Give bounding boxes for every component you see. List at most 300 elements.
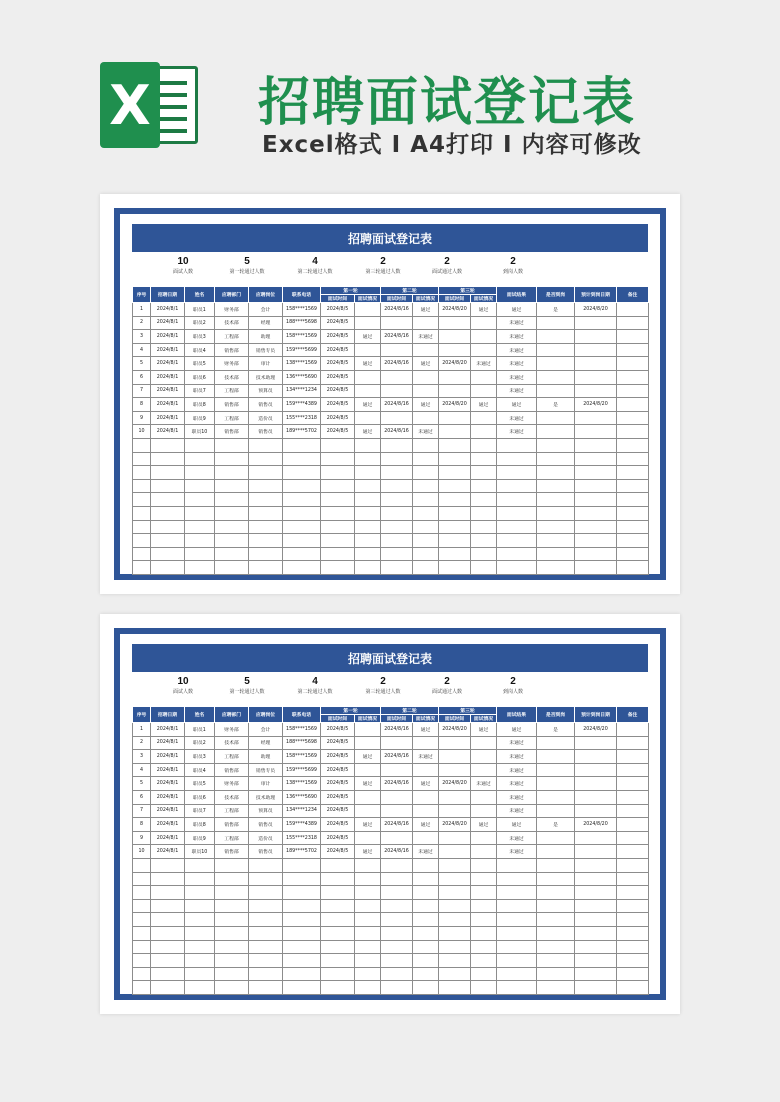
table-cell[interactable]: 销售员 — [249, 818, 283, 832]
table-cell[interactable] — [355, 316, 381, 330]
table-cell[interactable]: 2024/8/20 — [575, 723, 617, 737]
table-cell[interactable]: 未通过 — [497, 357, 537, 371]
table-cell[interactable] — [381, 858, 413, 872]
table-cell[interactable]: 138****1569 — [283, 777, 321, 791]
table-cell[interactable] — [215, 899, 249, 913]
table-cell[interactable] — [471, 804, 497, 818]
table-cell[interactable] — [537, 872, 575, 886]
table-cell[interactable]: 工程部 — [215, 750, 249, 764]
table-cell[interactable] — [575, 343, 617, 357]
table-cell[interactable]: 2024/8/5 — [321, 790, 355, 804]
table-cell[interactable]: 未通过 — [497, 316, 537, 330]
table-cell[interactable] — [151, 926, 185, 940]
table-cell[interactable] — [471, 370, 497, 384]
table-cell[interactable]: 2024/8/1 — [151, 316, 185, 330]
table-cell[interactable]: 2 — [133, 316, 151, 330]
table-cell[interactable]: 职员10 — [185, 845, 215, 859]
table-cell[interactable] — [355, 954, 381, 968]
table-cell[interactable] — [151, 452, 185, 466]
table-cell[interactable] — [617, 466, 649, 480]
table-cell[interactable] — [283, 981, 321, 995]
table-cell[interactable]: 会计 — [249, 723, 283, 737]
table-cell[interactable] — [413, 316, 439, 330]
table-cell[interactable] — [617, 520, 649, 534]
table-cell[interactable] — [413, 452, 439, 466]
table-cell[interactable]: 助理 — [249, 750, 283, 764]
table-cell[interactable]: 2024/8/1 — [151, 750, 185, 764]
table-cell[interactable] — [283, 872, 321, 886]
table-cell[interactable]: 通过 — [497, 398, 537, 412]
table-cell[interactable] — [321, 506, 355, 520]
table-cell[interactable] — [471, 763, 497, 777]
table-cell[interactable] — [617, 534, 649, 548]
table-cell[interactable]: 财务部 — [215, 303, 249, 317]
table-cell[interactable] — [249, 438, 283, 452]
table-cell[interactable] — [381, 534, 413, 548]
table-cell[interactable] — [215, 506, 249, 520]
table-cell[interactable] — [617, 370, 649, 384]
table-cell[interactable]: 技术部 — [215, 316, 249, 330]
table-cell[interactable] — [575, 370, 617, 384]
table-cell[interactable] — [575, 763, 617, 777]
table-cell[interactable] — [497, 913, 537, 927]
table-cell[interactable] — [413, 926, 439, 940]
table-cell[interactable] — [413, 370, 439, 384]
table-cell[interactable] — [497, 561, 537, 575]
table-cell[interactable]: 未通过 — [497, 790, 537, 804]
table-cell[interactable] — [497, 954, 537, 968]
table-cell[interactable]: 通过 — [413, 777, 439, 791]
table-cell[interactable] — [215, 534, 249, 548]
table-cell[interactable] — [185, 506, 215, 520]
table-cell[interactable] — [133, 872, 151, 886]
table-cell[interactable] — [215, 981, 249, 995]
table-cell[interactable] — [439, 438, 471, 452]
table-cell[interactable]: 未通过 — [497, 736, 537, 750]
table-cell[interactable] — [439, 411, 471, 425]
table-cell[interactable] — [321, 452, 355, 466]
table-cell[interactable] — [151, 899, 185, 913]
table-cell[interactable] — [133, 940, 151, 954]
table-cell[interactable] — [537, 343, 575, 357]
table-cell[interactable] — [185, 493, 215, 507]
table-cell[interactable] — [497, 899, 537, 913]
table-cell[interactable] — [617, 479, 649, 493]
table-cell[interactable] — [537, 438, 575, 452]
table-cell[interactable] — [497, 926, 537, 940]
table-cell[interactable]: 是 — [537, 723, 575, 737]
table-cell[interactable] — [381, 411, 413, 425]
table-cell[interactable]: 通过 — [355, 845, 381, 859]
table-cell[interactable] — [249, 452, 283, 466]
table-cell[interactable] — [283, 899, 321, 913]
table-cell[interactable] — [537, 926, 575, 940]
table-cell[interactable] — [249, 872, 283, 886]
table-cell[interactable] — [413, 913, 439, 927]
table-cell[interactable] — [133, 899, 151, 913]
table-cell[interactable] — [575, 330, 617, 344]
table-cell[interactable] — [575, 777, 617, 791]
table-cell[interactable] — [215, 967, 249, 981]
table-cell[interactable] — [355, 561, 381, 575]
table-cell[interactable]: 2024/8/16 — [381, 357, 413, 371]
table-cell[interactable] — [249, 858, 283, 872]
table-cell[interactable]: 销售专员 — [249, 763, 283, 777]
table-cell[interactable] — [575, 561, 617, 575]
table-cell[interactable] — [381, 520, 413, 534]
table-cell[interactable]: 2024/8/16 — [381, 398, 413, 412]
table-cell[interactable] — [413, 493, 439, 507]
table-cell[interactable] — [249, 913, 283, 927]
table-cell[interactable]: 销售部 — [215, 343, 249, 357]
table-cell[interactable] — [215, 438, 249, 452]
table-cell[interactable]: 职员8 — [185, 398, 215, 412]
table-cell[interactable] — [355, 343, 381, 357]
table-cell[interactable] — [413, 872, 439, 886]
table-cell[interactable] — [537, 466, 575, 480]
table-cell[interactable] — [439, 750, 471, 764]
table-cell[interactable] — [439, 954, 471, 968]
table-cell[interactable]: 未通过 — [413, 750, 439, 764]
table-cell[interactable] — [249, 493, 283, 507]
table-cell[interactable] — [537, 411, 575, 425]
table-cell[interactable] — [413, 736, 439, 750]
table-cell[interactable] — [471, 790, 497, 804]
table-cell[interactable]: 2024/8/5 — [321, 763, 355, 777]
table-cell[interactable] — [151, 438, 185, 452]
table-cell[interactable] — [471, 316, 497, 330]
table-cell[interactable]: 职员6 — [185, 790, 215, 804]
table-cell[interactable] — [439, 547, 471, 561]
table-cell[interactable]: 2024/8/5 — [321, 777, 355, 791]
table-cell[interactable] — [355, 981, 381, 995]
table-cell[interactable] — [185, 954, 215, 968]
table-cell[interactable] — [439, 316, 471, 330]
table-cell[interactable] — [381, 831, 413, 845]
table-cell[interactable]: 未通过 — [497, 411, 537, 425]
table-cell[interactable] — [381, 438, 413, 452]
table-cell[interactable]: 未通过 — [497, 343, 537, 357]
table-cell[interactable]: 2024/8/1 — [151, 370, 185, 384]
table-cell[interactable]: 审计 — [249, 357, 283, 371]
table-cell[interactable] — [185, 438, 215, 452]
table-cell[interactable] — [497, 493, 537, 507]
table-cell[interactable]: 通过 — [471, 303, 497, 317]
table-cell[interactable] — [617, 411, 649, 425]
table-cell[interactable] — [133, 858, 151, 872]
table-cell[interactable] — [321, 981, 355, 995]
table-cell[interactable] — [215, 520, 249, 534]
table-cell[interactable] — [133, 926, 151, 940]
table-cell[interactable]: 159****5699 — [283, 343, 321, 357]
table-cell[interactable] — [537, 954, 575, 968]
table-cell[interactable] — [321, 547, 355, 561]
table-cell[interactable] — [537, 357, 575, 371]
table-cell[interactable] — [617, 954, 649, 968]
table-cell[interactable]: 4 — [133, 763, 151, 777]
table-cell[interactable] — [151, 886, 185, 900]
table-cell[interactable]: 2024/8/20 — [439, 777, 471, 791]
table-cell[interactable] — [133, 886, 151, 900]
table-cell[interactable] — [381, 384, 413, 398]
table-cell[interactable]: 通过 — [497, 723, 537, 737]
table-cell[interactable]: 2024/8/5 — [321, 398, 355, 412]
table-cell[interactable]: 2024/8/1 — [151, 818, 185, 832]
table-cell[interactable] — [617, 763, 649, 777]
table-cell[interactable] — [537, 858, 575, 872]
table-cell[interactable]: 7 — [133, 804, 151, 818]
table-cell[interactable] — [439, 425, 471, 439]
table-cell[interactable] — [215, 493, 249, 507]
table-cell[interactable] — [575, 845, 617, 859]
table-cell[interactable] — [471, 479, 497, 493]
table-cell[interactable] — [215, 940, 249, 954]
table-cell[interactable] — [151, 520, 185, 534]
table-cell[interactable] — [617, 940, 649, 954]
table-cell[interactable]: 158****1569 — [283, 330, 321, 344]
table-cell[interactable] — [133, 967, 151, 981]
table-cell[interactable] — [249, 520, 283, 534]
table-cell[interactable]: 工程部 — [215, 831, 249, 845]
table-cell[interactable] — [355, 940, 381, 954]
table-cell[interactable] — [321, 926, 355, 940]
table-cell[interactable] — [413, 858, 439, 872]
table-cell[interactable]: 2024/8/5 — [321, 357, 355, 371]
table-cell[interactable] — [215, 858, 249, 872]
table-cell[interactable]: 4 — [133, 343, 151, 357]
table-cell[interactable]: 8 — [133, 818, 151, 832]
table-cell[interactable] — [617, 790, 649, 804]
table-cell[interactable]: 职员10 — [185, 425, 215, 439]
table-cell[interactable]: 未通过 — [497, 831, 537, 845]
table-cell[interactable]: 通过 — [355, 357, 381, 371]
table-cell[interactable]: 2024/8/5 — [321, 370, 355, 384]
table-cell[interactable]: 是 — [537, 303, 575, 317]
table-cell[interactable]: 职员1 — [185, 303, 215, 317]
table-cell[interactable] — [283, 479, 321, 493]
table-cell[interactable] — [471, 954, 497, 968]
table-cell[interactable] — [471, 750, 497, 764]
table-cell[interactable] — [321, 534, 355, 548]
table-cell[interactable] — [617, 316, 649, 330]
table-cell[interactable] — [575, 316, 617, 330]
table-cell[interactable]: 通过 — [355, 330, 381, 344]
table-cell[interactable] — [249, 466, 283, 480]
table-cell[interactable]: 2024/8/5 — [321, 750, 355, 764]
table-cell[interactable] — [471, 330, 497, 344]
table-cell[interactable]: 2024/8/5 — [321, 845, 355, 859]
table-cell[interactable] — [537, 547, 575, 561]
table-cell[interactable] — [617, 804, 649, 818]
table-cell[interactable] — [355, 452, 381, 466]
table-cell[interactable] — [471, 831, 497, 845]
table-cell[interactable] — [321, 967, 355, 981]
table-cell[interactable]: 3 — [133, 330, 151, 344]
table-cell[interactable] — [321, 438, 355, 452]
table-cell[interactable] — [249, 561, 283, 575]
table-cell[interactable] — [133, 981, 151, 995]
table-cell[interactable] — [537, 493, 575, 507]
table-cell[interactable] — [321, 899, 355, 913]
table-cell[interactable] — [283, 967, 321, 981]
table-cell[interactable] — [215, 913, 249, 927]
table-cell[interactable] — [471, 520, 497, 534]
table-cell[interactable] — [151, 466, 185, 480]
table-cell[interactable]: 2024/8/20 — [575, 303, 617, 317]
table-cell[interactable] — [215, 886, 249, 900]
table-cell[interactable] — [355, 370, 381, 384]
table-cell[interactable] — [381, 316, 413, 330]
table-cell[interactable] — [471, 466, 497, 480]
table-cell[interactable]: 2024/8/1 — [151, 330, 185, 344]
table-cell[interactable] — [617, 858, 649, 872]
table-cell[interactable] — [133, 520, 151, 534]
table-cell[interactable]: 职员1 — [185, 723, 215, 737]
table-cell[interactable] — [439, 561, 471, 575]
table-cell[interactable] — [151, 954, 185, 968]
table-cell[interactable]: 销售员 — [249, 845, 283, 859]
table-cell[interactable] — [471, 547, 497, 561]
table-cell[interactable] — [133, 547, 151, 561]
table-cell[interactable] — [537, 763, 575, 777]
table-cell[interactable] — [355, 899, 381, 913]
table-cell[interactable] — [575, 967, 617, 981]
table-cell[interactable] — [355, 411, 381, 425]
table-cell[interactable]: 2024/8/5 — [321, 330, 355, 344]
table-cell[interactable]: 2024/8/5 — [321, 804, 355, 818]
table-cell[interactable] — [471, 493, 497, 507]
table-cell[interactable] — [575, 750, 617, 764]
table-cell[interactable] — [471, 940, 497, 954]
table-cell[interactable]: 未通过 — [497, 384, 537, 398]
table-cell[interactable]: 未通过 — [497, 370, 537, 384]
table-cell[interactable] — [575, 981, 617, 995]
table-cell[interactable] — [413, 506, 439, 520]
table-cell[interactable]: 财务部 — [215, 357, 249, 371]
table-cell[interactable] — [185, 547, 215, 561]
table-cell[interactable] — [321, 872, 355, 886]
table-cell[interactable] — [381, 493, 413, 507]
table-cell[interactable]: 通过 — [413, 303, 439, 317]
table-cell[interactable] — [151, 547, 185, 561]
table-cell[interactable] — [215, 479, 249, 493]
table-cell[interactable]: 2024/8/20 — [439, 398, 471, 412]
table-cell[interactable] — [617, 506, 649, 520]
table-cell[interactable] — [575, 452, 617, 466]
table-cell[interactable] — [381, 506, 413, 520]
table-cell[interactable]: 138****1569 — [283, 357, 321, 371]
table-cell[interactable]: 技术部 — [215, 370, 249, 384]
table-cell[interactable] — [537, 520, 575, 534]
table-cell[interactable]: 通过 — [471, 818, 497, 832]
table-cell[interactable] — [617, 452, 649, 466]
table-cell[interactable]: 2024/8/1 — [151, 411, 185, 425]
table-cell[interactable]: 2024/8/1 — [151, 384, 185, 398]
table-cell[interactable]: 销售专员 — [249, 343, 283, 357]
table-cell[interactable] — [413, 954, 439, 968]
table-cell[interactable] — [355, 804, 381, 818]
table-cell[interactable]: 职员3 — [185, 750, 215, 764]
table-cell[interactable] — [185, 534, 215, 548]
table-cell[interactable] — [617, 438, 649, 452]
table-cell[interactable]: 136****5690 — [283, 790, 321, 804]
table-cell[interactable] — [537, 561, 575, 575]
table-cell[interactable] — [355, 466, 381, 480]
table-cell[interactable]: 189****5702 — [283, 425, 321, 439]
table-cell[interactable] — [471, 425, 497, 439]
table-cell[interactable] — [537, 967, 575, 981]
table-cell[interactable] — [471, 913, 497, 927]
table-cell[interactable]: 1 — [133, 723, 151, 737]
table-cell[interactable]: 2024/8/5 — [321, 425, 355, 439]
table-cell[interactable]: 销售员 — [249, 425, 283, 439]
table-cell[interactable] — [185, 479, 215, 493]
table-cell[interactable]: 2024/8/5 — [321, 723, 355, 737]
table-cell[interactable] — [283, 438, 321, 452]
table-cell[interactable] — [249, 967, 283, 981]
table-cell[interactable] — [381, 466, 413, 480]
table-cell[interactable]: 财务部 — [215, 777, 249, 791]
table-cell[interactable]: 159****4389 — [283, 818, 321, 832]
table-cell[interactable] — [133, 534, 151, 548]
table-cell[interactable] — [439, 886, 471, 900]
table-cell[interactable] — [151, 940, 185, 954]
table-cell[interactable] — [151, 493, 185, 507]
table-cell[interactable]: 10 — [133, 425, 151, 439]
table-cell[interactable]: 通过 — [355, 818, 381, 832]
table-cell[interactable]: 未通过 — [413, 330, 439, 344]
table-cell[interactable]: 销售部 — [215, 818, 249, 832]
table-cell[interactable] — [249, 534, 283, 548]
table-cell[interactable] — [185, 899, 215, 913]
table-cell[interactable] — [439, 981, 471, 995]
table-cell[interactable] — [575, 493, 617, 507]
table-cell[interactable] — [575, 831, 617, 845]
table-cell[interactable] — [249, 981, 283, 995]
table-cell[interactable] — [355, 790, 381, 804]
table-cell[interactable] — [497, 506, 537, 520]
table-cell[interactable] — [249, 547, 283, 561]
table-cell[interactable] — [497, 940, 537, 954]
table-cell[interactable] — [497, 479, 537, 493]
table-cell[interactable]: 是 — [537, 818, 575, 832]
table-cell[interactable] — [439, 804, 471, 818]
table-cell[interactable] — [439, 831, 471, 845]
table-cell[interactable] — [413, 899, 439, 913]
table-cell[interactable] — [413, 804, 439, 818]
table-cell[interactable] — [381, 926, 413, 940]
table-cell[interactable] — [413, 343, 439, 357]
table-cell[interactable] — [471, 845, 497, 859]
table-cell[interactable] — [321, 913, 355, 927]
table-cell[interactable]: 2024/8/1 — [151, 425, 185, 439]
table-cell[interactable] — [617, 899, 649, 913]
table-cell[interactable] — [151, 913, 185, 927]
table-cell[interactable] — [617, 384, 649, 398]
table-cell[interactable] — [381, 763, 413, 777]
table-cell[interactable]: 会计 — [249, 303, 283, 317]
table-cell[interactable] — [133, 438, 151, 452]
table-cell[interactable] — [497, 534, 537, 548]
table-cell[interactable]: 销售部 — [215, 763, 249, 777]
table-cell[interactable]: 职员9 — [185, 831, 215, 845]
table-cell[interactable] — [321, 466, 355, 480]
table-cell[interactable] — [381, 479, 413, 493]
table-cell[interactable] — [439, 845, 471, 859]
table-cell[interactable] — [185, 913, 215, 927]
table-cell[interactable]: 未通过 — [497, 425, 537, 439]
table-cell[interactable]: 2024/8/20 — [439, 818, 471, 832]
